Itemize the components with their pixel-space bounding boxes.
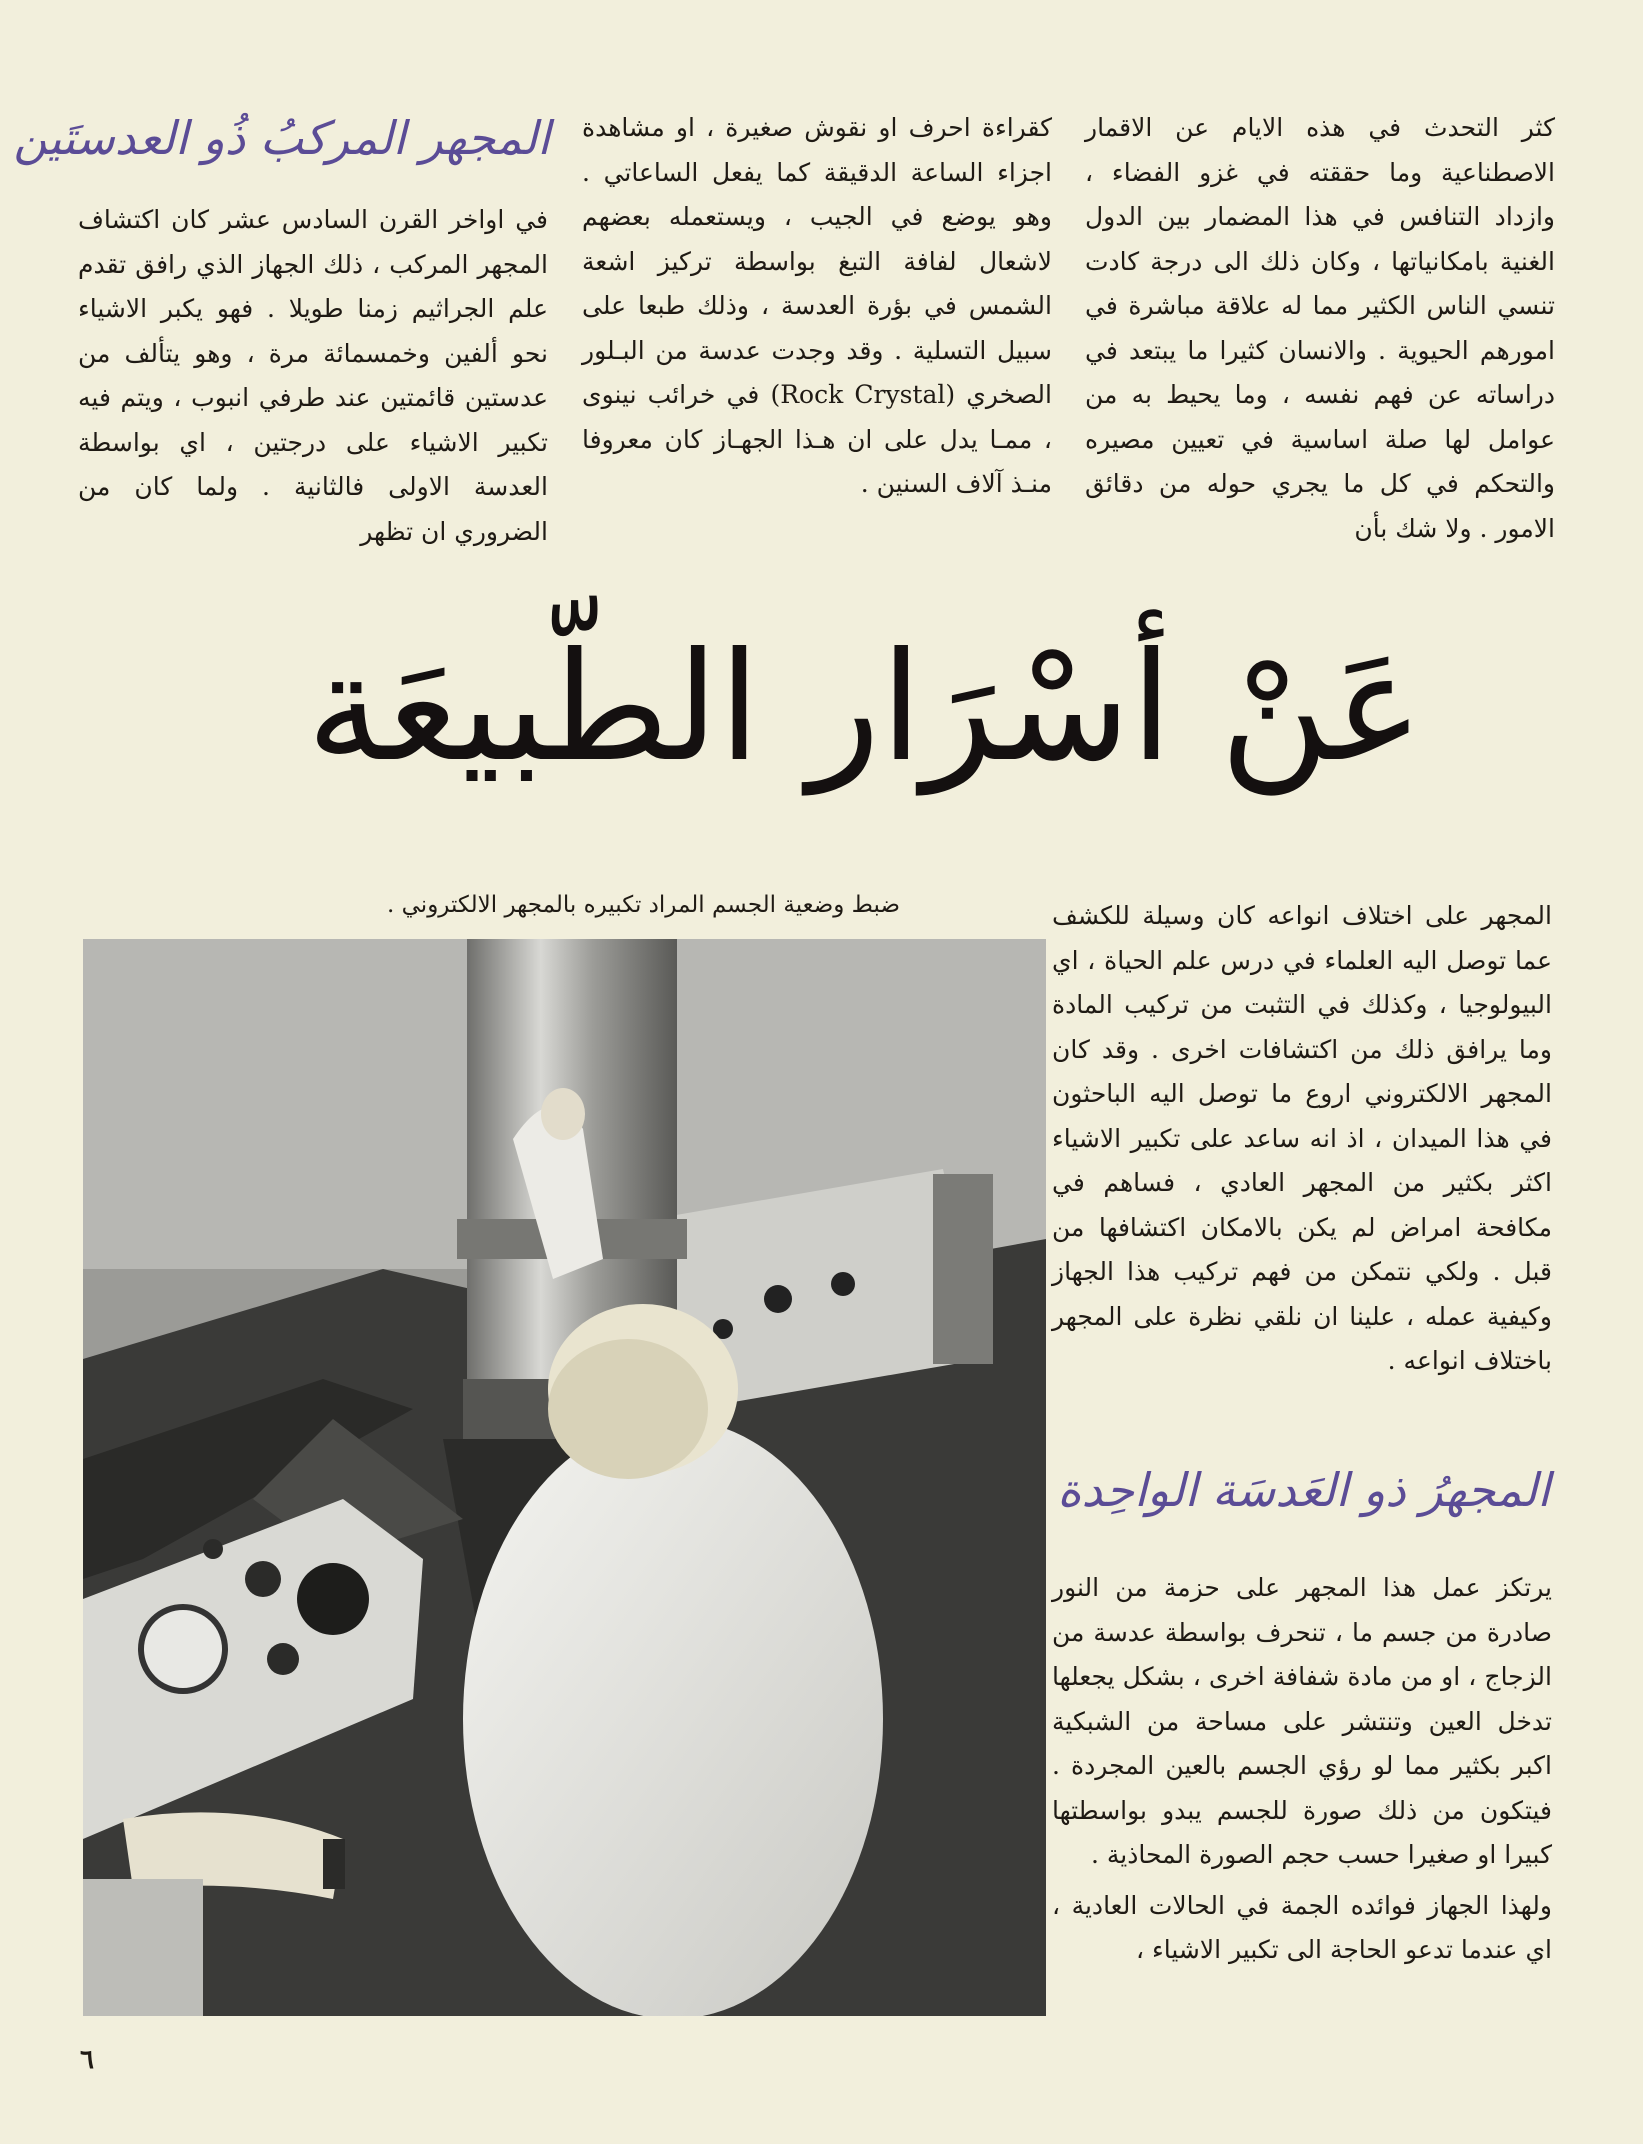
paragraph-compound: في اواخر القرن السادس عشر كان اكتشاف المجهر المركب ، ذلك الجهاز الذي رافق تقدم علم الجراثيم زمنا طويلا . فهو يكبر الاشياء نحو ألفين وخمسمائة مرة ، وهو يتألف من عدستين قائمتين عند طرفي انبوب ، ويتم فيه تكبير الاشياء على درجتين ، اي بواسطة العدسة الاولى فالثانية . ولما كان من الضروري ان تظهر [78,205,548,546]
column-top-middle [582,106,1052,507]
column-bottom-right-single-lens [1052,1566,1552,1973]
column-top-right [1085,106,1555,551]
page-title: عَنْ أسْرَار الطّبيعَة [306,621,1424,795]
paragraph-single-lens-2: ولهذا الجهاز فوائده الجمة في الحالات العادية ، اي عندما تدعو الحاجة الى تكبير الاشياء ، [1052,1890,1552,1964]
electron-microscope-photo [83,939,1046,2016]
column-bottom-right-intro [1052,894,1552,1384]
paragraph-microscope-types: المجهر على اختلاف انواعه كان وسيلة للكشف عما توصل اليه العلماء في درس علم الحياة ، اي البيولوجيا ، وكذلك في التثبت من تركيب المادة وما يرافق ذلك من اكتشافات اخرى . وقد كان المجهر الالكتروني اروع ما توصل اليه الباحثون في هذا الميدان ، اذ انه ساعد على تكبير الاشياء اكثر بكثير من المجهر العادي ، فساهم في مكافحة امراض لم يكن بالامكان اكتشافها من قبل . ولكي نتمكن من فهم تركيب هذا الجهاز وكيفية عمله ، علينا ان نلقي نظرة على المجهر باختلاف انواعه . [1052,901,1552,1375]
heading-single-lens-microscope: المجهرُ ذو العَدسَة الواحِدة [1057,1463,1550,1517]
column-top-left [78,198,548,554]
paragraph-magnifier: كقراءة احرف او نقوش صغيرة ، او مشاهدة اجزاء الساعة الدقيقة كما يفعل الساعاتي . وهو يوضع في الجيب ، ويستعمله بعضهم لاشعال لفافة التبغ بواسطة تركيز اشعة الشمس في بؤرة العدسة ، وذلك طبعا على سبيل التسلية . وقد وجدت عدسة من البـلور الصخري (Rock Crystal) في خرائب نينوى ، ممـا يدل على ان هـذا الجهـاز كان معروفا منـذ آلاف السنين . [582,113,1052,498]
page-number: ٦ [80,2045,94,2075]
photo-caption: ضبط وضعية الجسم المراد تكبيره بالمجهر الالكتروني . [387,892,900,918]
heading-compound-microscope: المجهر المركبُ ذُو العدستَين [13,111,550,165]
paragraph-intro: كثر التحدث في هذه الايام عن الاقمار الاصطناعية وما حققته في غزو الفضاء ، وازداد التنافس في هذا المضمار بين الدول الغنية بامكانياتها ، وكان ذلك الى درجة كادت تنسي الناس الكثير مما له علاقة مباشرة في امورهم الحيوية . والانسان كثيرا ما يبتعد في دراساته عن فهم نفسه ، وما يحيط به من عوامل لها صلة اساسية في تعيين مصيره والتحكم في كل ما يجري حوله من دقائق الامور . ولا شك بأن [1085,113,1555,543]
paragraph-single-lens-1: يرتكز عمل هذا المجهر على حزمة من النور صادرة من جسم ما ، تنحرف بواسطة عدسة من الزجاج ، او من مادة شفافة اخرى ، بشكل يجعلها تدخل العين وتنتشر على مساحة من الشبكية اكبر بكثير مما لو رؤي الجسم بالعين المجردة . فيتكون من ذلك صورة للجسم يبدو بواسطتها كبيرا او صغيرا حسب حجم الصورة المحاذية . [1052,1573,1552,1869]
